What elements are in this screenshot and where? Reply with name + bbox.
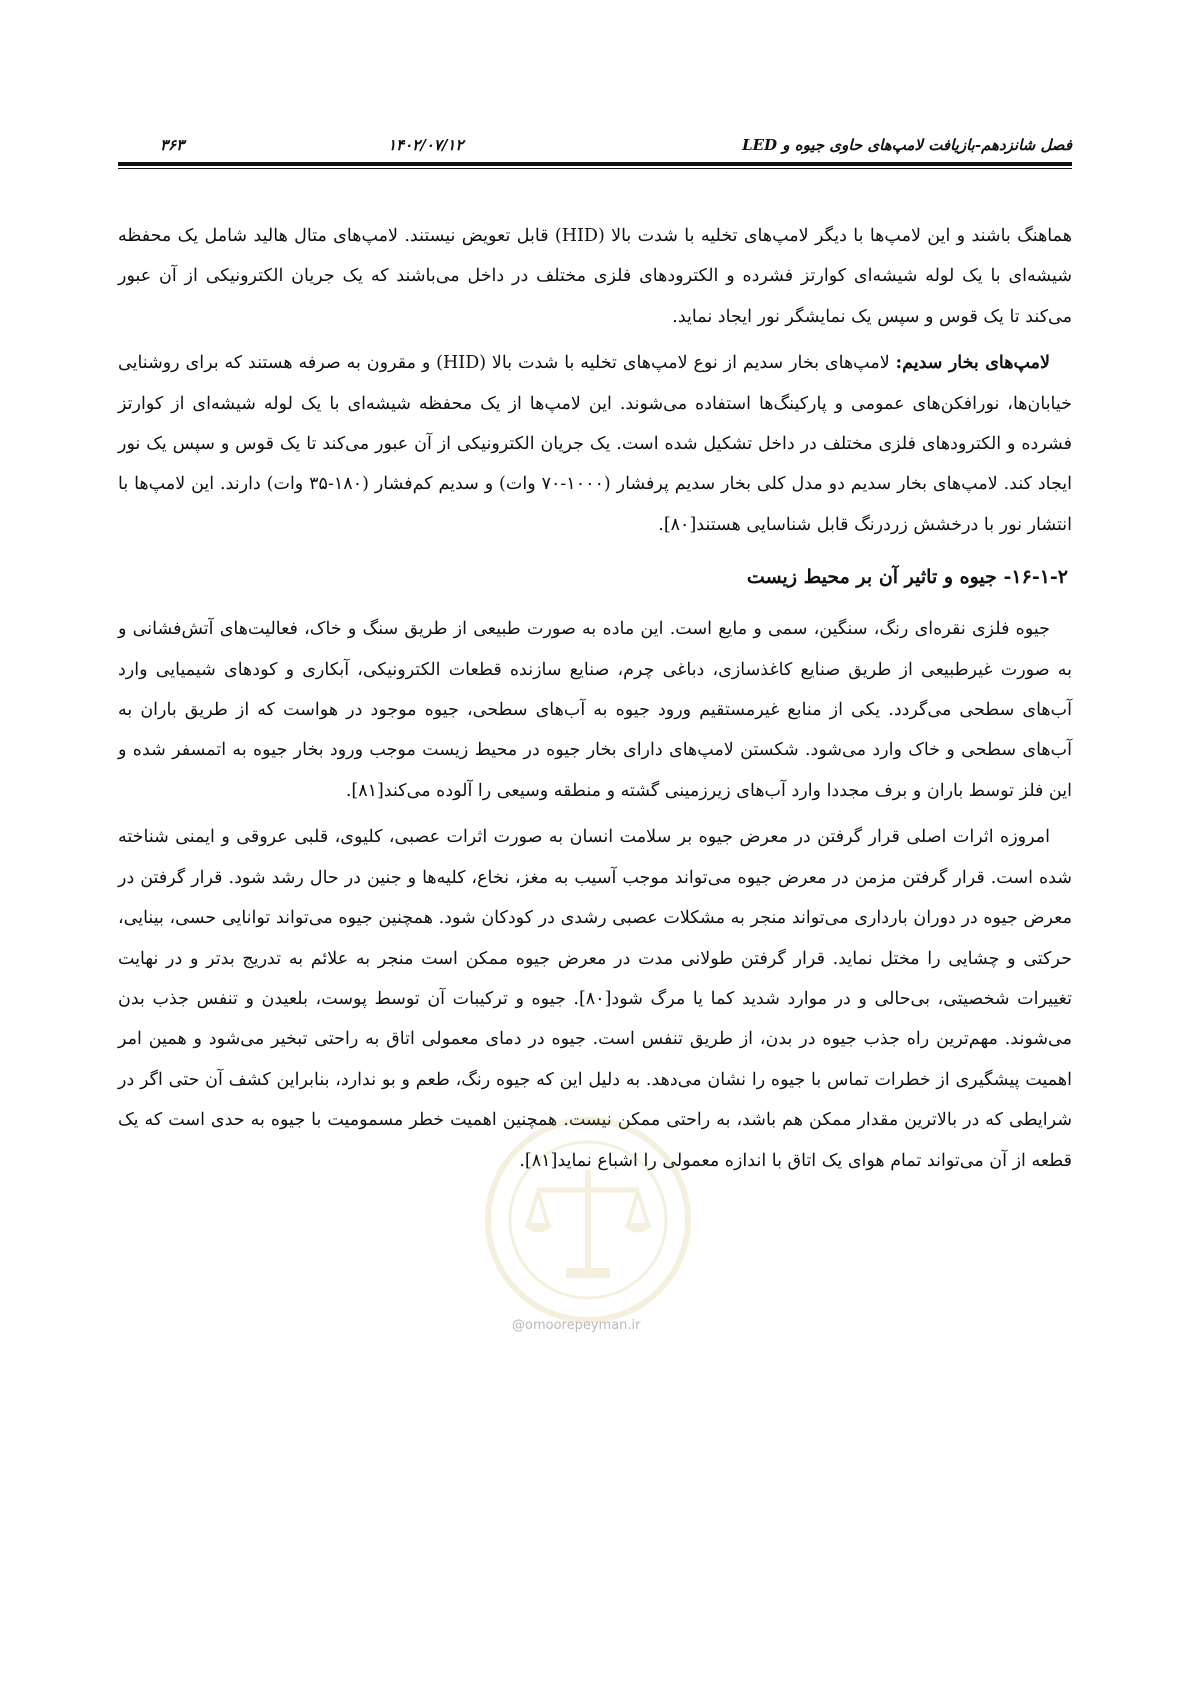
paragraph-mercury-health: امروزه اثرات اصلی قرار گرفتن در معرض جیوه بر سلامت انسان به صورت اثرات عصبی، کلیوی، قلبی عروقی و ایمنی شناخته شده است. قرار گرفتن مزمن در معرض جیوه می‌تواند موجب آسیب به مغز، نخاع، کلیه‌ها و جنین در حال رشد شود. قرار گرفتن در معرض جیوه در دوران بارداری می‌تواند منجر به مشکلات عصبی رشدی در کودکان شود. همچنین جیوه می‌تواند توانایی حسی، بینایی، حرکتی و چشایی را مختل نماید. قرار گرفتن طولانی مدت در معرض جیوه ممکن است منجر به علائم به تدریج بدتر و در نهایت تغییرات شخصیتی، بی‌حالی و در موارد شدید کما یا مرگ شود[۸۰]. جیوه و ترکیبات آن توسط پوست، بلعیدن و تنفس جذب بدن می‌شوند. مهم‌ترین راه جذب جیوه در بدن، از طریق تنفس است. جیوه در دمای معمولی اتاق به راحتی تبخیر می‌شود و همین امر اهمیت پیشگیری از خطرات تماس با جیوه را نشان می‌دهد. به دلیل این که جیوه رنگ، طعم و بو ندارد، بنابراین کشف آن حتی اگر در شرایطی که در بالاترین مقدار ممکن هم باشد، به راحتی ممکن نیست. همچنین اهمیت خطر مسمومیت با جیوه به حدی است که یک قطعه از آن می‌تواند تمام هوای یک اتاق با اندازه معمولی را اشباع نماید[۸۱].	[118, 827, 1072, 1171]
watermark-text: @omoorepeyman.ir	[512, 1318, 641, 1333]
header-rule-thin	[118, 168, 1072, 169]
paragraph-sodium-vapor	[118, 343, 1072, 545]
paragraph-sodium-text: لامپ‌های بخار سدیم از نوع لامپ‌های تخلیه با شدت بالا (HID) و مقرون به صرفه هستند که برای روشنایی خیابان‌ها، نورافکن‌های عمومی و پارکینگ‌ها استفاده می‌شوند. این لامپ‌ها از یک محفظه شیشه‌ای با یک لوله شیشه‌ای از کوارتز فشرده و الکترودهای فلزی مختلف در داخل تشکیل شده است. یک جریان الکترونیکی از آن عبور می‌کند تا یک قوس و سپس یک نور ایجاد کند. لامپ‌های بخار سدیم دو مدل کلی بخار سدیم پرفشار (۱۰۰۰-۷۰ وات) و سدیم کم‌فشار (۱۸۰-۳۵ وات) دارند. این لامپ‌ها با انتشار نور با درخشش زردرنگ قابل شناسایی هستند[۸۰].	[118, 353, 1072, 535]
page-number: ۳۶۳	[160, 136, 185, 154]
running-header	[118, 128, 1072, 162]
paragraph-lead-term: لامپ‌های بخار سدیم:	[895, 353, 1050, 374]
paragraph-metal-halide: هماهنگ باشند و این لامپ‌ها با دیگر لامپ‌های تخلیه با شدت بالا (HID) قابل تعویض نیستند. لامپ‌های متال هالید شامل یک محفظه شیشه‌ای با یک لوله شیشه‌ای کوارتز فشرده و الکترودهای فلزی مختلف در داخل می‌باشند که یک جریان الکترونیکی از آن عبور می‌کند تا یک قوس و سپس یک نمایشگر نور ایجاد نماید.	[118, 226, 1072, 327]
body-text	[118, 216, 1072, 1181]
section-heading: ۱۶-۱-۲- جیوه و تاثیر آن بر محیط زیست	[746, 566, 1068, 589]
paragraph-mercury-environment: جیوه فلزی نقره‌ای رنگ، سنگین، سمی و مایع است. این ماده به صورت طبیعی از طریق سنگ و خاک، فعالیت‌های آتش‌فشانی و به صورت غیرطبیعی از طریق صنایع کاغذسازی، دباغی چرم، صنایع سازنده قطعات الکترونیکی، آبکاری و کودهای شیمیایی وارد آب‌های سطحی می‌گردد. یکی از منابع غیرمستقیم ورود جیوه به آب‌های سطحی، جیوه موجود در هواست که از طریق باران به آب‌های سطحی و خاک وارد می‌شود. شکستن لامپ‌های دارای بخار جیوه در محیط زیست موجب ورود بخار جیوه به اتمسفر شده و این فلز توسط باران و برف مجددا وارد آب‌های زیرزمینی گشته و منطقه وسیعی را آلوده می‌کند[۸۱].	[118, 619, 1072, 801]
header-rule-thick	[118, 162, 1072, 166]
header-date: ۱۴۰۲/۰۷/۱۲	[388, 136, 464, 154]
chapter-title: فصل شانزدهم-بازیافت لامپ‌های حاوی جیوه و LED	[742, 136, 1072, 154]
